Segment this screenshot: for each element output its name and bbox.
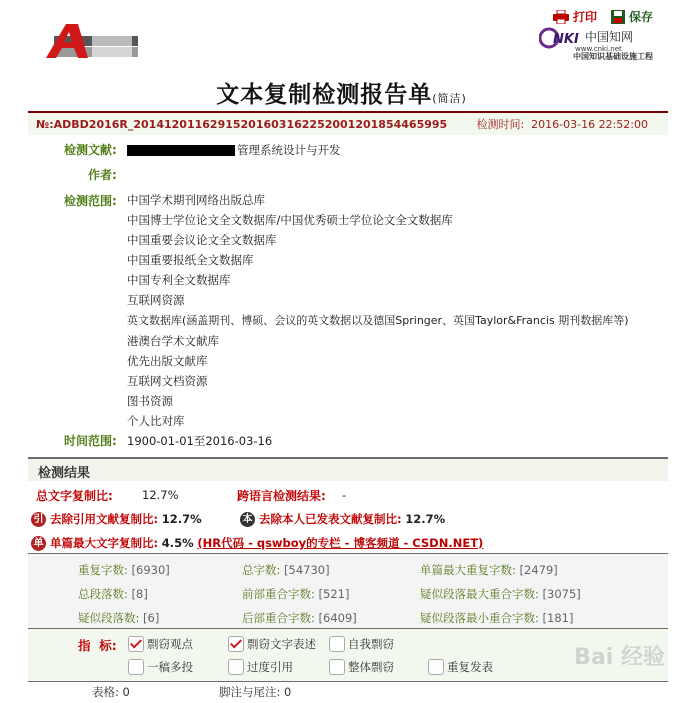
cnki-subtitle: 中国知识基础设施工程 — [573, 52, 653, 61]
stat-key: 疑似段落最大重合字数: — [420, 587, 539, 601]
indicator-text: 整体剽窃 — [348, 660, 394, 674]
scope-item: 中国专利全文数据库 — [127, 273, 231, 288]
indicators-label: 指 标: — [78, 638, 117, 653]
stat-key: 疑似段落最小重合字数: — [420, 611, 539, 625]
stat-item — [242, 586, 349, 602]
indicator-item[interactable] — [228, 659, 293, 675]
scope-item: 中国学术期刊网络出版总库 — [127, 193, 265, 207]
doc-title-tail: 管理系统设计与开发 — [237, 143, 341, 157]
footnote-count-value: 0 — [284, 685, 292, 699]
scope-item: 互联网文档资源 — [127, 373, 208, 388]
save-button[interactable] — [611, 8, 653, 25]
checkbox[interactable] — [128, 636, 144, 652]
checkbox[interactable] — [329, 659, 345, 675]
report-number-bar — [28, 111, 668, 135]
stat-item — [420, 586, 581, 602]
scope-item: 中国博士学位论文全文数据库/中国优秀硕士学位论文全文数据库 — [127, 213, 453, 228]
self-removed-value: 12.7% — [405, 512, 446, 526]
cnki-url-text: www.cnki.net — [575, 45, 622, 53]
stat-key: 总段落数: — [78, 587, 128, 601]
indicator-text: 一稿多投 — [147, 660, 193, 674]
footnote-count-label: 脚注与尾注: — [219, 685, 281, 699]
checkbox[interactable] — [228, 636, 244, 652]
indicator-text: 剽窃观点 — [147, 637, 193, 651]
cross-language-value: - — [342, 488, 347, 502]
ref-removed-label: 去除引用文献复制比: — [50, 512, 159, 526]
check-time — [476, 116, 668, 132]
report-number: №:ADBD2016R_20141201162915201603162252001201854465995 — [36, 117, 448, 131]
results-title: 检测结果 — [38, 466, 91, 481]
stat-item — [78, 562, 170, 578]
stat-value: [521] — [318, 587, 350, 601]
total-copy-value: 12.7% — [142, 488, 179, 502]
scope-item: 个人比对库 — [127, 414, 185, 429]
stat-value: [6930] — [131, 563, 170, 577]
scope-label: 检测范围: — [64, 194, 117, 208]
indicator-text: 自我剽窃 — [348, 637, 394, 651]
stat-item — [78, 586, 148, 602]
checkbox[interactable] — [228, 659, 244, 675]
stat-key: 前部重合字数: — [242, 587, 315, 601]
indicator-text: 重复发表 — [447, 660, 493, 674]
ref-badge-icon: 引 — [31, 512, 46, 527]
doc-title — [127, 142, 341, 158]
stat-value: [3075] — [542, 587, 581, 601]
indicator-text: 剽窃文字表述 — [247, 637, 316, 651]
stat-item — [420, 610, 573, 626]
time-range-value: 1900-01-01至2016-03-16 — [127, 434, 273, 448]
single-max-source-link[interactable]: (HR代码 - qswboy的专栏 - 博客频道 - CSDN.NET) — [197, 536, 484, 550]
stat-key: 总字数: — [242, 563, 281, 577]
stat-item — [78, 610, 159, 626]
stat-value: [6409] — [318, 611, 357, 625]
self-removed-row — [240, 511, 445, 527]
title-sub: (简洁) — [432, 92, 467, 105]
single-badge-icon: 单 — [31, 536, 46, 551]
indicator-text: 过度引用 — [247, 660, 293, 674]
table-count-value: 0 — [122, 685, 130, 699]
indicator-item[interactable] — [128, 659, 193, 675]
scope-item: 中国重要会议论文全文数据库 — [127, 233, 277, 248]
stat-item — [420, 562, 558, 578]
scope-item: 互联网资源 — [127, 293, 185, 308]
check-time-value: 2016-03-16 22:52:00 — [531, 118, 648, 131]
indicator-item[interactable] — [228, 636, 316, 652]
self-badge-icon: 本 — [240, 512, 255, 527]
cnki-cn-text: 中国知网 — [585, 30, 634, 44]
watermark: Bai 经验 — [574, 645, 665, 670]
stat-key: 单篇最大重复字数: — [420, 563, 516, 577]
scope-item: 图书资源 — [127, 393, 173, 408]
title-main: 文本复制检测报告单 — [216, 81, 433, 108]
stat-key: 疑似段落数: — [78, 611, 140, 625]
stat-item — [242, 562, 330, 578]
ref-removed-row — [31, 511, 202, 527]
checkbox[interactable] — [329, 636, 345, 652]
results-section-header — [28, 457, 668, 481]
scope-item: 优先出版文献库 — [127, 353, 208, 368]
stat-key: 重复字数: — [78, 563, 128, 577]
print-label: 打印 — [572, 10, 597, 24]
printer-icon — [553, 10, 569, 24]
table-count-label: 表格: — [92, 685, 119, 699]
indicator-item[interactable] — [329, 659, 394, 675]
author-label: 作者: — [88, 168, 117, 182]
stat-value: [8] — [131, 587, 148, 601]
stat-value: [54730] — [284, 563, 330, 577]
ref-removed-value: 12.7% — [161, 512, 202, 526]
stat-item — [242, 610, 357, 626]
stat-value: [2479] — [519, 563, 558, 577]
single-max-value: 4.5% — [161, 536, 194, 550]
footnote-count — [219, 684, 291, 700]
cross-language-label: 跨语言检测结果: — [237, 489, 326, 503]
scope-list — [127, 190, 629, 431]
save-label: 保存 — [628, 10, 653, 24]
stat-key: 后部重合字数: — [242, 611, 315, 625]
svg-text:NKI: NKI — [553, 32, 579, 47]
single-max-label: 单篇最大文字复制比: — [50, 536, 159, 550]
indicator-item[interactable] — [128, 636, 193, 652]
check-time-label: 检测时间: — [476, 118, 525, 131]
scope-item: 港澳台学术文献库 — [127, 333, 219, 348]
stats-grid — [28, 553, 668, 628]
total-copy-label: 总文字复制比: — [36, 489, 113, 503]
checkbox[interactable] — [428, 659, 444, 675]
save-icon — [611, 10, 625, 24]
indicators-box — [28, 628, 668, 682]
scope-item: 中国重要报纸全文数据库 — [127, 253, 254, 268]
checkbox[interactable] — [128, 659, 144, 675]
stat-value: [6] — [143, 611, 160, 625]
stat-value: [181] — [542, 611, 574, 625]
amlc-logo — [44, 22, 140, 60]
indicator-item[interactable] — [329, 636, 394, 652]
redacted-block — [127, 145, 235, 156]
print-button[interactable] — [553, 8, 597, 25]
doc-label: 检测文献: — [64, 143, 117, 157]
page-title — [0, 76, 683, 109]
single-max-row — [31, 535, 483, 551]
self-removed-label: 去除本人已发表文献复制比: — [259, 512, 402, 526]
table-count — [92, 684, 130, 700]
scope-item: 英文数据库(涵盖期刊、博硕、会议的英文数据以及德国Springer、英国Taylor&Francis 期刊数据库等) — [127, 313, 629, 327]
time-range-label: 时间范围: — [64, 434, 117, 448]
indicator-item[interactable] — [428, 659, 493, 675]
